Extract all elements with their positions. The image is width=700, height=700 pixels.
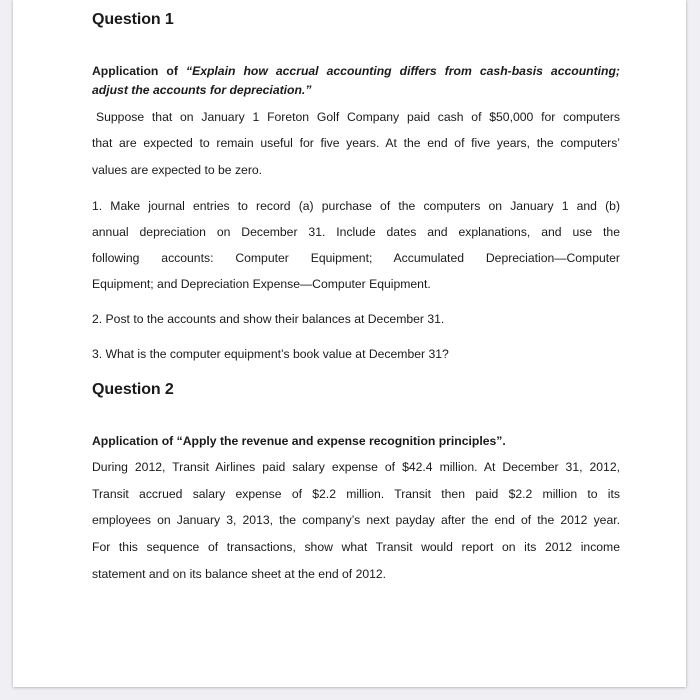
application-prefix: Application of — [92, 64, 186, 78]
question-1-task-1-line-2: annual depreciation on December 31. Include dates and explanations, and use the — [92, 225, 620, 239]
question-2-title: Question 2 — [92, 381, 174, 398]
question-1-task-3: 3. What is the computer equipment’s book value at December 31? — [92, 347, 449, 361]
question-2-scenario-line-4: For this sequence of transactions, show what Transit would report on its 2012 income — [92, 540, 620, 554]
question-2-scenario-line-3: employees on January 3, 2013, the company’s next payday after the end of the 2012 year. — [92, 513, 620, 527]
question-2-scenario-line-5: statement and on its balance sheet at the end of 2012. — [92, 567, 387, 581]
question-1-scenario-line-2: that are expected to remain useful for five years. At the end of five years, the computers’ — [92, 136, 620, 150]
question-1-title: Question 1 — [92, 11, 174, 28]
document-page — [13, 0, 686, 687]
question-2-application: Application of “Apply the revenue and expense recognition principles”. — [92, 434, 506, 448]
question-1-task-2: 2. Post to the accounts and show their balances at December 31. — [92, 312, 445, 326]
question-2-scenario-line-2: Transit accrued salary expense of $2.2 million. Transit then paid $2.2 million to its — [92, 487, 620, 501]
question-1-scenario-line-3: values are expected to be zero. — [92, 163, 263, 177]
question-1-task-1-line-4: Equipment; and Depreciation Expense—Computer Equipment. — [92, 277, 431, 291]
question-1-application-line-1 — [92, 63, 620, 79]
application-quote: “Explain how accrual accounting differs from cash-basis accounting; — [185, 64, 620, 78]
question-1-task-1-line-3: following accounts: Computer Equipment; Accumulated Depreciation—Computer — [92, 251, 620, 265]
question-2-scenario-line-1: During 2012, Transit Airlines paid salary expense of $42.4 million. At December 31, 2012, — [92, 460, 620, 474]
question-1-application-line-2: adjust the accounts for depreciation.” — [92, 83, 312, 97]
question-1-task-1-line-1: 1. Make journal entries to record (a) purchase of the computers on January 1 and (b) — [92, 199, 620, 213]
question-1-scenario-line-1: Suppose that on January 1 Foreton Golf Company paid cash of $50,000 for computers — [96, 110, 620, 124]
